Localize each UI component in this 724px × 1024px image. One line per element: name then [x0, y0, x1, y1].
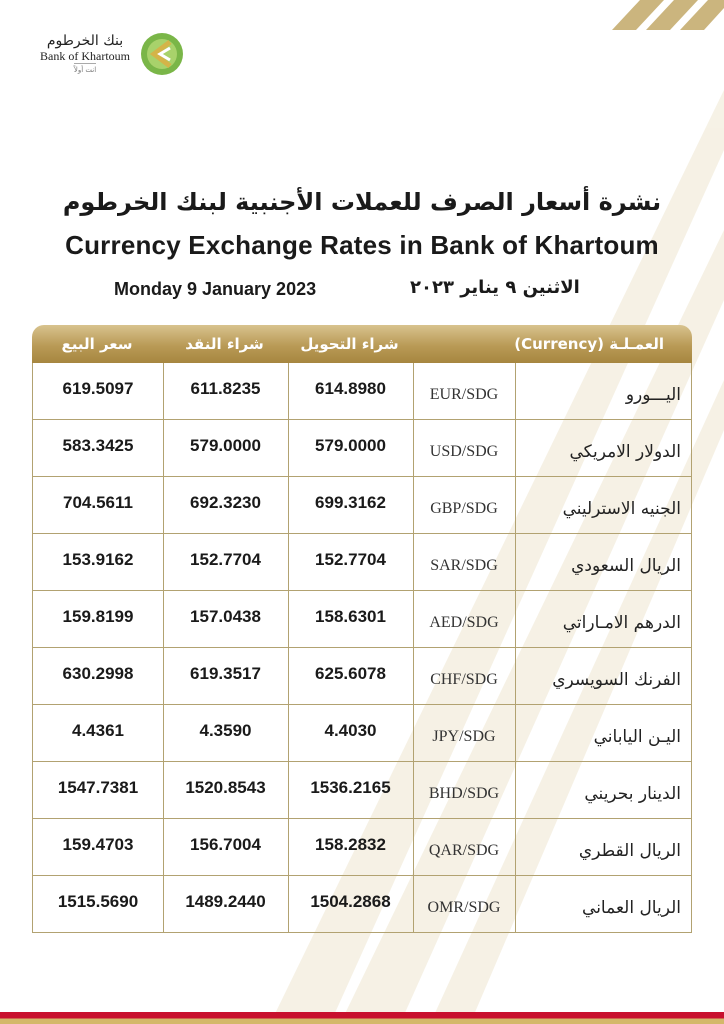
header-transfer-buy: شراء التحويل — [300, 335, 399, 353]
currency-name: اليـن الياباني — [593, 727, 681, 747]
transfer-buy-rate: 158.2832 — [288, 819, 414, 875]
header-currency-en: (Currency) — [514, 335, 604, 353]
date-en: Monday 9 January 2023 — [114, 279, 317, 299]
transfer-buy-rate: 699.3162 — [288, 477, 414, 533]
header-currency-ar: العمـلـة — [609, 335, 664, 353]
cash-buy-rate: 579.0000 — [163, 420, 289, 476]
logo-name-en: Bank of Khartoum — [40, 49, 130, 63]
cash-buy-rate: 152.7704 — [163, 534, 289, 590]
top-right-stripes — [612, 0, 724, 30]
logo-name-ar: بنك الخرطوم — [46, 33, 124, 49]
date-ar: الاثنين ٩ يناير ٢٠٢٣ — [410, 277, 580, 298]
transfer-buy-rate: 1536.2165 — [288, 762, 414, 818]
logo-wordmark — [40, 33, 130, 75]
currency-name: الفرنك السويسري — [552, 670, 681, 690]
cash-buy-rate: 1520.8543 — [163, 762, 289, 818]
sell-rate: 4.4361 — [33, 705, 164, 761]
currency-code: GBP/SDG — [413, 477, 516, 533]
transfer-buy-rate: 579.0000 — [288, 420, 414, 476]
transfer-buy-rate: 625.6078 — [288, 648, 414, 704]
currency-code: CHF/SDG — [413, 648, 516, 704]
table-row — [33, 476, 691, 533]
table-row — [33, 647, 691, 704]
cash-buy-rate: 1489.2440 — [163, 876, 289, 932]
header-sell: سعر البيع — [61, 335, 133, 353]
table-row — [33, 875, 691, 932]
cash-buy-rate: 157.0438 — [163, 591, 289, 647]
table-row — [33, 419, 691, 476]
table-body — [32, 363, 692, 933]
table-row — [33, 363, 691, 419]
table-row — [33, 761, 691, 818]
sell-rate: 619.5097 — [33, 363, 164, 419]
transfer-buy-rate: 614.8980 — [288, 363, 414, 419]
cash-buy-rate: 692.3230 — [163, 477, 289, 533]
bank-logo-mark-icon — [140, 32, 184, 76]
transfer-buy-rate: 152.7704 — [288, 534, 414, 590]
sell-rate: 159.8199 — [33, 591, 164, 647]
transfer-buy-rate: 1504.2868 — [288, 876, 414, 932]
bank-logo — [40, 32, 184, 76]
currency-code: AED/SDG — [413, 591, 516, 647]
page-title-en: Currency Exchange Rates in Bank of Khartoum — [65, 230, 659, 260]
sell-rate: 704.5611 — [33, 477, 164, 533]
currency-code: QAR/SDG — [413, 819, 516, 875]
currency-name: اليـــورو — [625, 385, 681, 405]
table-header — [32, 325, 692, 363]
currency-name: الريال العماني — [582, 898, 681, 918]
transfer-buy-rate: 158.6301 — [288, 591, 414, 647]
table-row — [33, 590, 691, 647]
sell-rate: 159.4703 — [33, 819, 164, 875]
sell-rate: 630.2998 — [33, 648, 164, 704]
cash-buy-rate: 4.3590 — [163, 705, 289, 761]
currency-code: EUR/SDG — [413, 363, 516, 419]
table-row — [33, 704, 691, 761]
currency-name: الريال السعودي — [571, 556, 681, 576]
transfer-buy-rate: 4.4030 — [288, 705, 414, 761]
sell-rate: 1547.7381 — [33, 762, 164, 818]
cash-buy-rate: 611.8235 — [163, 363, 289, 419]
currency-name: الريال القطري — [578, 841, 681, 861]
header-cash-buy: شراء النقد — [185, 335, 264, 353]
header-currency — [412, 325, 692, 363]
currency-name: الجنيه الاسترليني — [562, 499, 681, 519]
currency-code: BHD/SDG — [413, 762, 516, 818]
sell-rate: 583.3425 — [33, 420, 164, 476]
exchange-rates-table — [32, 325, 692, 933]
currency-code: JPY/SDG — [413, 705, 516, 761]
table-row — [33, 818, 691, 875]
table-row — [33, 533, 691, 590]
page-title-ar: نشرة أسعار الصرف للعملات الأجنبية لبنك الخرطوم — [62, 188, 662, 216]
footer-bar — [0, 1012, 724, 1024]
cash-buy-rate: 619.3517 — [163, 648, 289, 704]
logo-tagline: انت أولاً — [74, 63, 96, 75]
currency-code: USD/SDG — [413, 420, 516, 476]
sell-rate: 1515.5690 — [33, 876, 164, 932]
sell-rate: 153.9162 — [33, 534, 164, 590]
currency-name: الدينار بحريني — [584, 784, 681, 804]
currency-name: الدرهم الامـاراتي — [562, 613, 681, 633]
currency-name: الدولار الامريكي — [569, 442, 681, 462]
currency-code: SAR/SDG — [413, 534, 516, 590]
cash-buy-rate: 156.7004 — [163, 819, 289, 875]
currency-code: OMR/SDG — [413, 876, 516, 932]
